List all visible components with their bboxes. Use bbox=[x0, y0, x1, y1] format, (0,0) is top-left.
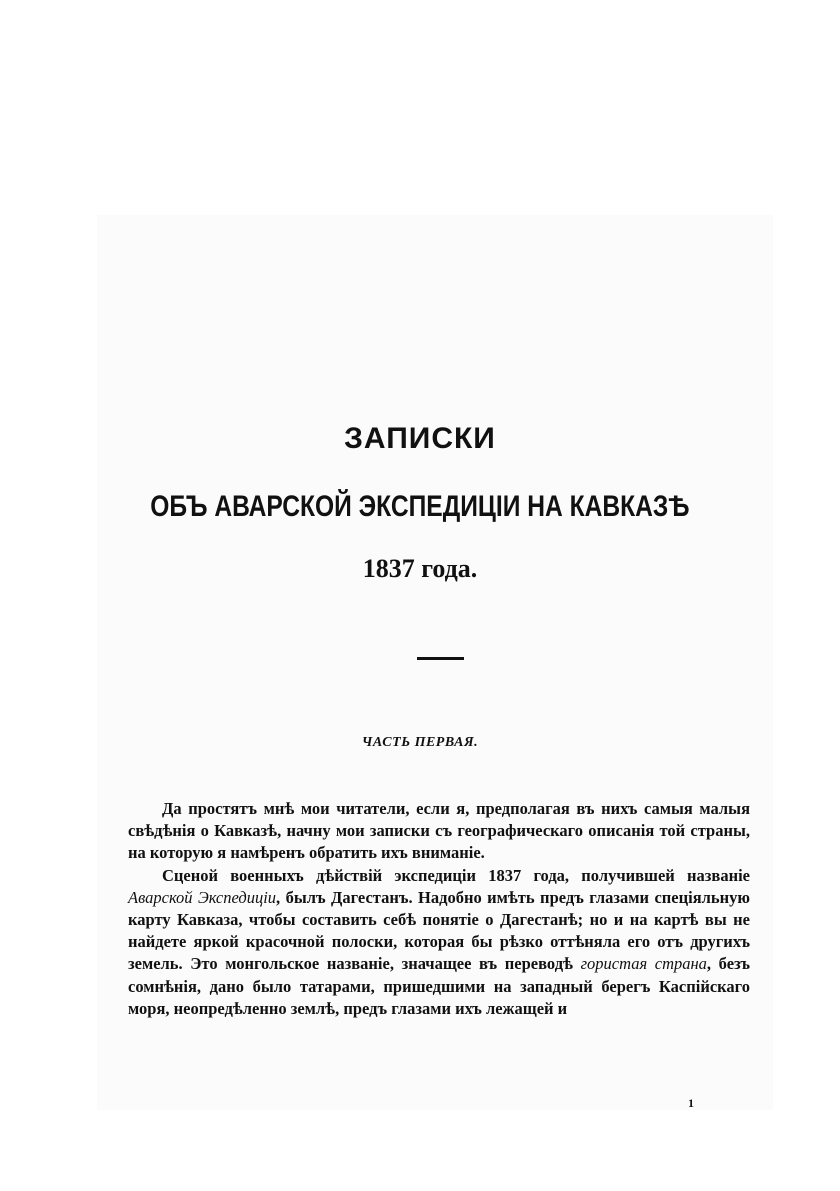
title-divider bbox=[417, 657, 464, 660]
paragraph-2-part-1: Сценой военныхъ дѣйствій экспедиціи 1837 года, получившей названіе bbox=[162, 865, 750, 885]
document-title: ЗАПИСКИ bbox=[344, 422, 496, 455]
paragraph-2-emphasis-1: Аварской Экспедиціи bbox=[128, 887, 277, 907]
body-text bbox=[128, 798, 750, 1020]
document-year: 1837 года. bbox=[362, 554, 478, 583]
paragraph-2-part-2: , былъ Дагестанъ. Надобно имѣть предъ глазами спеціяльную карту Кавказа, чтобы составить себѣ понятіе о Дагестанѣ; но и на картѣ вы не найдете яркой красочной полоски, которая бы рѣзко оттѣняла его отъ другихъ земель. Это монгольское названіе, значащее въ переводѣ bbox=[128, 887, 750, 974]
paragraph-2-part-3: , безъ сомнѣнія, дано было татарами, пришедшими на западный берегъ Каспійскаго моря, неопредѣленно землѣ, предъ глазами ихъ лежащей и bbox=[128, 954, 750, 1018]
paragraph-2-emphasis-2: гористая страна bbox=[580, 954, 707, 974]
paragraph-2 bbox=[128, 865, 750, 1020]
document-subtitle: ОБЪ АВАРСКОЙ ЭКСПЕДИЦІИ НА КАВКАЗѢ bbox=[150, 490, 690, 523]
page-number: 1 bbox=[688, 1096, 694, 1110]
part-title: ЧАСТЬ ПЕРВАЯ. bbox=[361, 735, 479, 750]
paragraph-1: Да простятъ мнѣ мои читатели, если я, предполагая въ нихъ самыя малыя свѣдѣнія о Кавказѣ, начну мои записки съ географическаго описанія той страны, на которую я намѣренъ обратить ихъ вниманіе. bbox=[128, 799, 750, 863]
